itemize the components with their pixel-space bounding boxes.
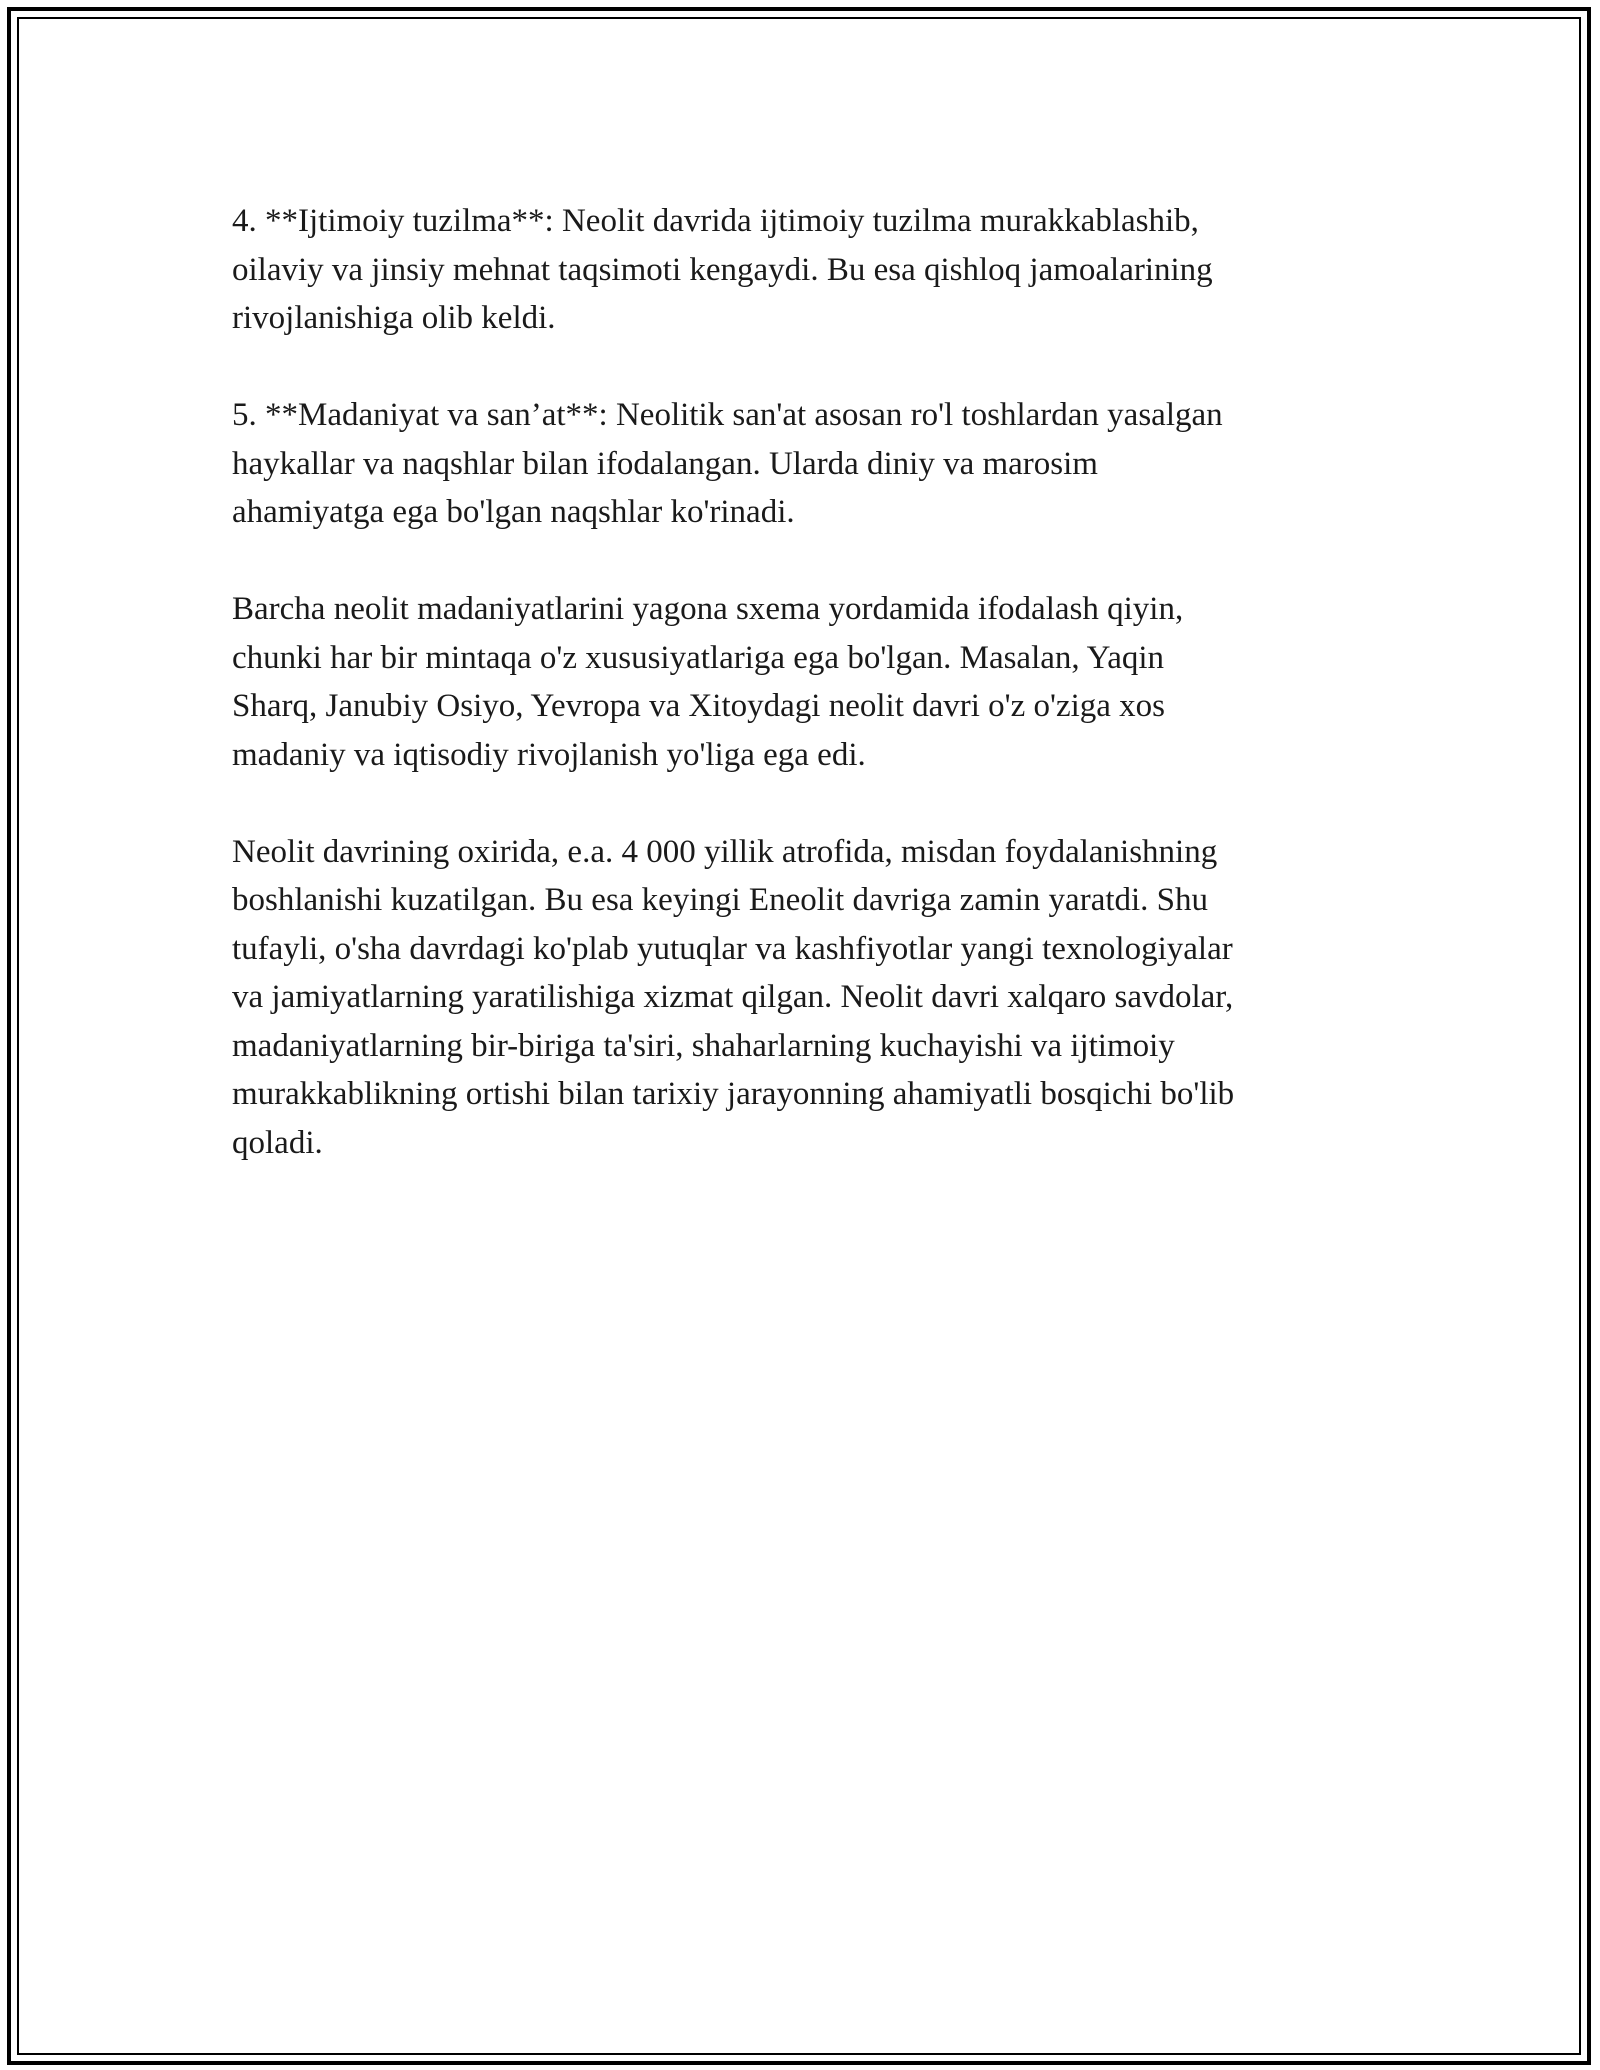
document-body: [232, 197, 1382, 1216]
paragraph-social-structure: 4. **Ijtimoiy tuzilma**: Neolit davrida ijtimoiy tuzilma murakkablashib, oilaviy va jinsiy mehnat taqsimoti kengaydi. Bu esa qishloq jamoalarining rivojlanishiga olib keldi.: [232, 203, 1213, 336]
paragraph-regional-diversity: Barcha neolit madaniyatlarini yagona sxema yordamida ifodalash qiyin, chunki har bir mintaqa o'z xususiyatlariga ega bo'lgan. Masalan, Yaqin Sharq, Janubiy Osiyo, Yevropa va Xitoydagi neolit davri o'z o'ziga xos madaniy va iqtisodiy rivojlanish yo'liga ega edi.: [232, 591, 1184, 773]
paragraph-neolithic-end: Neolit davrining oxirida, e.a. 4 000 yillik atrofida, misdan foydalanishning boshlanishi kuzatilgan. Bu esa keyingi Eneolit davriga zamin yaratdi. Shu tufayli, o'sha davrdagi ko'plab yutuqlar va kashfiyotlar yangi texnologiyalar va jamiyatlarning yaratilishiga xizmat qilgan. Neolit davri xalqaro savdolar, madaniyatlarning bir-biriga ta'siri, shaharlarning kuchayishi va ijtimoiy murakkablikning ortishi bilan tarixiy jarayonning ahamiyatli bosqichi bo'lib qoladi.: [232, 833, 1235, 1161]
page-outer-border: [7, 7, 1591, 2065]
paragraph-culture-art: 5. **Madaniyat va san’at**: Neolitik san'at asosan ro'l toshlardan yasalgan haykallar va naqshlar bilan ifodalangan. Ularda diniy va marosim ahamiyatga ega bo'lgan naqshlar ko'rinadi.: [232, 397, 1223, 530]
